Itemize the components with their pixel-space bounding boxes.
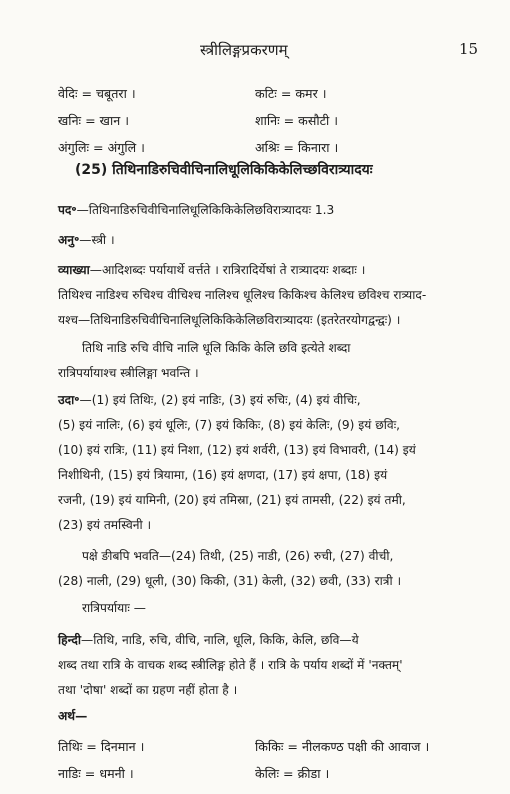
sutra-heading: (25) तिथिनाडिरुचिवीचिनालिधूलिकिकिकेलिच्छविरात्र्यादयः [75, 162, 373, 178]
ratri-paryaya-text: रात्रिपर्यायाः — [82, 601, 146, 615]
table-row [58, 733, 478, 760]
page-number: 15 [459, 40, 479, 58]
hindi-label: हिन्दी [58, 633, 82, 647]
paragraph-line: रात्रिपर्यायाश्च स्त्रीलिङ्गा भवन्ति । [58, 366, 199, 380]
hindi-line: तथा 'दोषा' शब्दों का ग्रहण नहीं होता है । [58, 683, 238, 697]
artha-heading-line [58, 704, 478, 729]
table-row [58, 80, 478, 107]
explanation-paragraph [58, 336, 478, 386]
udaharana-line: (23) इयं तमस्विनी । [58, 518, 152, 532]
artha-label: अर्थ— [58, 709, 88, 723]
table-cell: किकिः = नीलकण्ठ पक्षी की आवाज । [255, 739, 430, 754]
table-cell: कटिः = कमर । [255, 86, 327, 101]
table-cell: अश्रिः = किनारा । [255, 140, 339, 155]
table-row [58, 107, 478, 134]
anu-line [58, 228, 478, 253]
paksha-paragraph [58, 544, 478, 594]
table-row [58, 134, 478, 161]
pada-text: —तिथिनाडिरुचिवीचिनालिधूलिकिकिकेलिछविरात्र्यादयः 1.3 [76, 203, 335, 217]
udaharana-line: रजनी, (19) इयं यामिनी, (20) इयं तमिस्रा, (21) इयं तामसी, (22) इयं तमी, [58, 493, 406, 507]
vyakhya-line: तिथिश्च नाडिश्च रुचिश्च वीचिश्च नालिश्च धूलिश्च किकिश्च केलिश्च छविश्च रात्र्याद- [58, 288, 427, 302]
top-meaning-table [58, 80, 478, 161]
table-cell: शानिः = कसौटी । [255, 113, 339, 128]
running-title: स्त्रीलिङ्गप्रकरणम् [200, 41, 288, 59]
anu-label: अनु॰ [58, 233, 80, 247]
udaharana-line: निशीथिनी, (15) इयं त्रियामा, (16) इयं क्षणदा, (17) इयं क्षपा, (18) इयं [58, 468, 388, 482]
table-cell: केलिः = क्रीडा । [255, 766, 330, 781]
ratri-paryaya-line [58, 596, 478, 621]
pada-label: पद॰ [58, 203, 77, 217]
table-cell: वेदिः = चबूतरा । [58, 86, 136, 101]
udaharana-line: —(1) इयं तिथिः, (2) इयं नाडिः, (3) इयं रुचिः, (4) इयं वीचिः, [79, 393, 361, 407]
anu-text: —स्त्री । [79, 233, 115, 247]
udaharana-line: (5) इयं नालिः, (6) इयं धूलिः, (7) इयं किकिः, (8) इयं केलिः, (9) इयं छविः, [58, 418, 401, 432]
udaharana-line: (10) इयं रात्रिः, (11) इयं निशा, (12) इयं शर्वरी, (13) इयं विभावरी, (14) इयं [58, 443, 416, 457]
table-cell: अंगुलिः = अंगुलि । [58, 140, 145, 155]
udaharana-paragraph [58, 388, 478, 538]
hindi-line: शब्द तथा रात्रि के वाचक शब्द स्त्रीलिङ्ग होते हैं । रात्रि के पर्याय शब्दों में 'नक्तम्' [58, 658, 403, 672]
hindi-paragraph [58, 628, 478, 703]
table-cell: नाडिः = धमनी । [58, 766, 134, 781]
paragraph-line: तिथि नाडि रुचि वीचि नालि धूलि किकि केलि छवि इत्येते शब्दा [82, 341, 351, 355]
page-header [0, 40, 510, 64]
pada-line [58, 198, 478, 223]
table-row [58, 760, 478, 787]
paragraph-line: (28) नाली, (29) धूली, (30) किकी, (31) केली, (32) छवी, (33) रात्री । [58, 574, 402, 588]
vyakhya-paragraph [58, 258, 478, 333]
bottom-meaning-table [58, 733, 478, 787]
hindi-line: —तिथि, नाडि, रुचि, वीचि, नालि, धूलि, किकि, केलि, छवि—ये [81, 633, 359, 647]
vyakhya-label: व्याख्या [58, 263, 90, 277]
paragraph-line: पक्षे ङीबपि भवति—(24) तिथी, (25) नाडी, (26) रुची, (27) वीची, [82, 549, 394, 563]
table-cell: तिथिः = दिनमान । [58, 739, 145, 754]
vyakhya-line: यश्च—तिथिनाडिरुचिवीचिनालिधूलिकिकिकेलिछविरात्र्यादयः (इतरेतरयोगद्वन्द्वः) । [58, 313, 401, 327]
vyakhya-line: —आदिशब्दः पर्यायार्थे वर्त्तते । रात्रिरादिर्येषां ते रात्र्यादयः शब्दाः । [89, 263, 366, 277]
table-cell: खनिः = खान । [58, 113, 129, 128]
udaharana-label: उदा॰ [58, 393, 80, 407]
